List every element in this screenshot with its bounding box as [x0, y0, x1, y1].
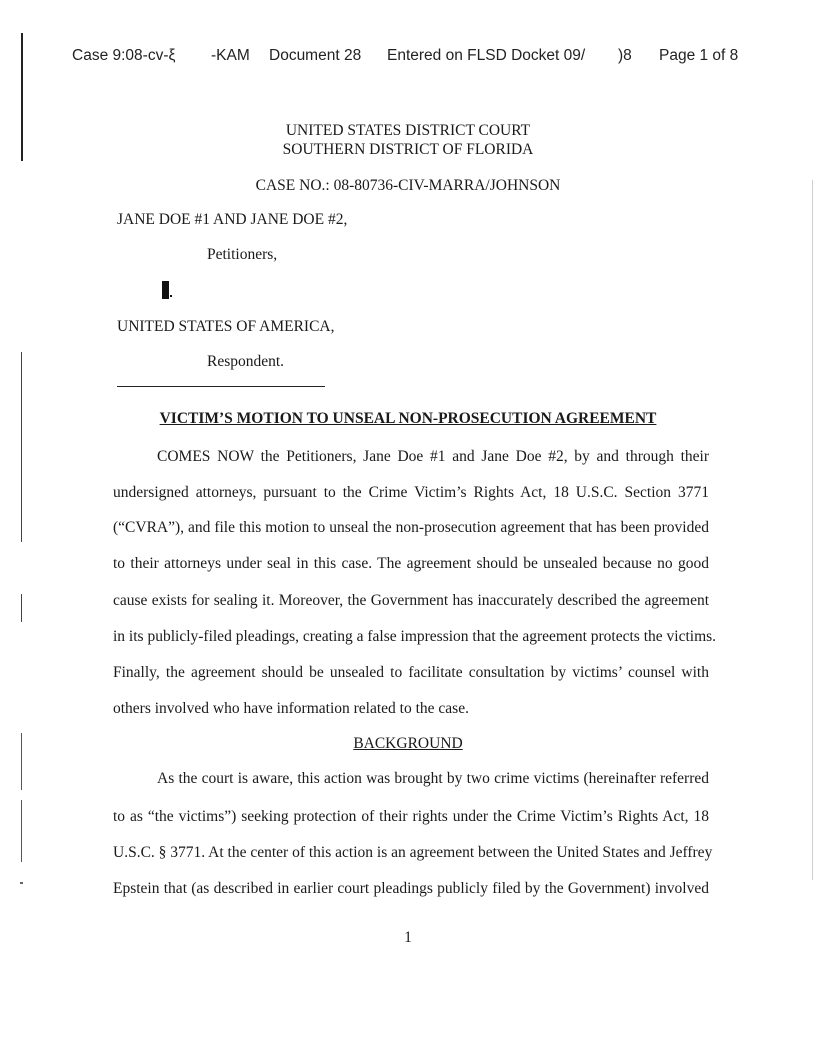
header-case-number: Case 9:08-cv-ξ: [72, 47, 176, 64]
court-name: UNITED STATES DISTRICT COURT: [285, 122, 531, 139]
background-line: to as “the victims”) seeking protection of their rights under the Crime Victim’s Rights Act, 18: [113, 808, 709, 825]
court-district: SOUTHERN DISTRICT OF FLORIDA: [282, 141, 534, 158]
page-number: 1: [404, 929, 412, 946]
intro-line: cause exists for sealing it. Moreover, the Government has inaccurately described the agreement: [113, 592, 709, 609]
header-document: Document 28: [269, 47, 362, 64]
redaction-block: [162, 281, 169, 299]
scan-edge-mark: [21, 800, 22, 862]
header-page: Page 1 of 8: [659, 47, 739, 64]
intro-line: in its publicly-filed pleadings, creating a false impression that the agreement protects the victims.: [113, 628, 717, 645]
intro-line: (“CVRA”), and file this motion to unseal the non-prosecution agreement that has been provided: [113, 519, 709, 536]
petitioners-names: JANE DOE #1 AND JANE DOE #2,: [117, 211, 348, 228]
background-line: U.S.C. § 3771. At the center of this action is an agreement between the United States and Jeffrey: [113, 844, 713, 861]
background-line: As the court is aware, this action was brought by two crime victims (hereinafter referred: [157, 770, 709, 787]
scan-edge-mark: [812, 180, 813, 880]
header-year-fragment: )8: [618, 47, 632, 64]
scan-edge-mark: [21, 352, 22, 542]
scan-edge-mark: [20, 882, 23, 884]
respondent-name: UNITED STATES OF AMERICA,: [117, 318, 335, 335]
background-heading: BACKGROUND: [353, 735, 463, 752]
respondent-label: Respondent.: [207, 353, 285, 370]
caption-divider: [117, 386, 325, 387]
intro-line: COMES NOW the Petitioners, Jane Doe #1 and Jane Doe #2, by and through their: [157, 448, 709, 465]
header-judge: -KAM: [211, 47, 250, 64]
motion-title: VICTIM’S MOTION TO UNSEAL NON-PROSECUTION AGREEMENT: [159, 410, 657, 427]
intro-line: others involved who have information related to the case.: [113, 700, 469, 717]
scan-edge-mark: [21, 594, 22, 622]
redaction-mark: [170, 295, 172, 297]
intro-line: Finally, the agreement should be unsealed to facilitate consultation by victims’ counsel with: [113, 664, 709, 681]
petitioners-label: Petitioners,: [207, 246, 278, 263]
header-entered: Entered on FLSD Docket 09/: [387, 47, 586, 64]
intro-line: to their attorneys under seal in this case. The agreement should be unsealed because no good: [113, 555, 709, 572]
intro-line: undersigned attorneys, pursuant to the Crime Victim’s Rights Act, 18 U.S.C. Section 3771: [113, 484, 709, 501]
background-line: Epstein that (as described in earlier court pleadings publicly filed by the Government) involved: [113, 880, 709, 897]
case-number: CASE NO.: 08-80736-CIV-MARRA/JOHNSON: [255, 177, 561, 194]
